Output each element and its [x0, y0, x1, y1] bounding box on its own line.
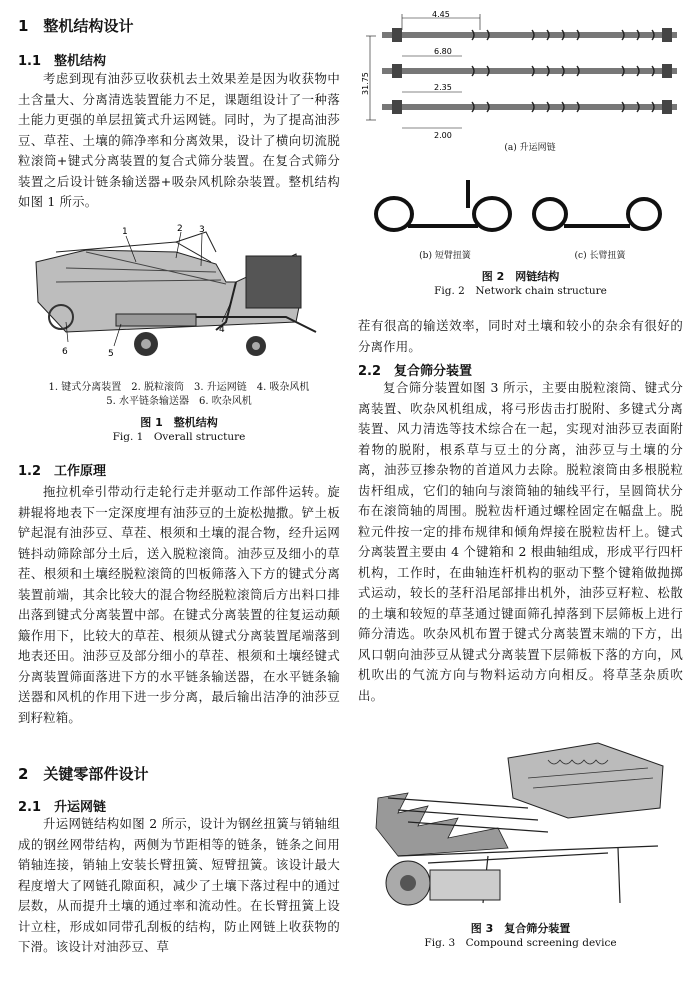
fig1-caption-en: Fig. 1 Overall structure — [112, 431, 246, 443]
fig2-caption-en: Fig. 2 Network chain structure — [434, 285, 607, 297]
section-2-1-heading: 2.1 升运网链 — [18, 800, 107, 815]
figure-2b-subcaption: (b) 短臂扭簧 — [419, 251, 471, 261]
figure-2b-short-spring — [368, 180, 518, 240]
fig2-caption-zh: 图 2 网链结构 — [481, 270, 560, 283]
figure-3-screening-device — [368, 738, 668, 908]
section-1-1-text: 考虑到现有油莎豆收获机去土效果差是因为收获物中土含量大、分离清选装置能力不足，课题组设计了一种落土能力更强的单层扭簧式升运网链。同时，为了提高油莎豆、草茬、土壤的筛净率和分离效果，设计了横向切流脱粒滚筒+键式分离装置的复合式筛分装置。在复合式筛分装置之后设计链条输送器+吸杂风机除杂装置。整机结构如图 1 所示。 — [18, 71, 340, 209]
fig2-dim-235: 2.35 — [434, 83, 452, 92]
figure-2c-long-spring — [528, 188, 668, 240]
section-2-2-text: 复合筛分装置如图 3 所示，主要由脱粒滚筒、键式分离装置、吹杂风机组成，将弓形齿击打脱附、多键式分离装置、风力清选等技术综合在一起，实现对油莎豆表面附着物的脱附，根系草与豆土的分离，油莎豆与土壤的分离，油莎豆掺杂物的首道风力去除。脱粒滚筒由多根脱粒齿杆组成，它们的轴向与滚筒轴的轴线平行，呈圆筒状分布在滚筒轴的周围。脱粒齿杆通过螺栓固定在幅盘上。脱粒元件按一定的排布规律和倾角焊接在脱粒齿杆上。键式分离装置主要由 4 个键箱和 2 根曲轴组成，形成平行四杆机构，工作时，在曲轴连杆机构的驱动下整个键箱做抛掷式运动，较长的茎秆沿尾部排出机外，油莎豆籽粒、松散的土壤和较短的草茎通过键面筛孔掉落到下层筛板上进行筛分清选。吹杂风机布置于键式分离装置末端的下方，出风口朝向油莎豆从键式分离装置下层筛板下落的方向，风机吹出的气流方向与物料运动方向相反。将草茎杂质吹出。 — [358, 380, 683, 703]
section-1-2-heading: 1.2 工作原理 — [18, 464, 107, 479]
fig1-legend-line1: 1. 键式分离装置 2. 脱粒滚筒 3. 升运网链 4. 吸杂风机 — [48, 382, 310, 393]
figure-2a-subcaption: (a) 升运网链 — [504, 143, 556, 153]
section-1-1-heading: 1.1 整机结构 — [18, 54, 107, 69]
section-1-heading: 1 整机结构设计 — [18, 17, 134, 35]
fig1-legend-line2: 5. 水平链条输送器 6. 吹杂风机 — [106, 396, 252, 407]
fig2-dim-3175: 31.75 — [361, 72, 370, 95]
figure-1-caption — [18, 415, 340, 445]
figure-2c-subcaption: (c) 长臂扭簧 — [574, 251, 626, 261]
fig1-label-1: 1 — [122, 227, 128, 237]
section-2-heading: 2 关键零部件设计 — [18, 765, 149, 783]
fig3-caption-zh: 图 3 复合筛分装置 — [470, 922, 571, 935]
figure-1-machine — [26, 222, 336, 372]
fig1-caption-zh: 图 1 整机结构 — [140, 416, 218, 429]
section-2-1-continued-text: 茬有很高的输送效率，同时对土壤和较小的杂余有很好的分离作用。 — [358, 318, 683, 354]
fig1-label-4: 4 — [219, 325, 225, 335]
fig1-label-6: 6 — [62, 347, 68, 357]
figure-2-caption — [358, 269, 683, 299]
fig2-dim-680: 6.80 — [434, 47, 452, 56]
figure-1-legend — [18, 381, 340, 409]
fig2-dim-445: 4.45 — [432, 10, 450, 19]
fig2-dim-200: 2.00 — [434, 131, 452, 140]
fig1-label-2: 2 — [177, 224, 183, 234]
figure-3-caption — [358, 921, 683, 951]
fig3-caption-en: Fig. 3 Compound screening device — [424, 937, 617, 949]
section-2-2-heading: 2.2 复合筛分装置 — [358, 364, 473, 379]
fig1-label-3: 3 — [199, 225, 205, 235]
fig1-label-5: 5 — [108, 349, 114, 359]
section-2-1-text: 升运网链结构如图 2 所示，设计为钢丝扭簧与销轴组成的钢丝网带结构，两侧为节距相等的链条，链条之间用销轴连接，销轴上安装长臂扭簧、短臂扭簧。该设计最大程度增大了网链孔隙面积，减少了土壤下落过程中的通过层数，从而提升土壤的通过率和流动性。在长臂扭簧上设计立柱，形成如同带孔刮板的结构，防止网链上收获物的下滑。该设计对油莎豆、草 — [18, 816, 340, 954]
figure-2a-chain — [362, 10, 682, 160]
section-1-2-text: 拖拉机牵引带动行走轮行走并驱动工作部件运转。旋耕辊将地表下一定深度埋有油莎豆的土旋松抛撒。铲土板铲起混有油莎豆、草茬、根须和土壤的混合物，经升运网链抖动筛除部分土后，送入脱粒滚筒。油莎豆及细小的草茬、根须和土壤经脱粒滚筒的凹板筛落入下方的键式分离装置前端，其余比较大的混合物经脱粒滚筒后方出料口排出落到键式分离装置中部。在键式分离装置的往复运动颠簸作用下，比较大的草茬、根须从键式分离装置尾端落到地表还田。油莎豆及部分细小的草茬、根须和土壤经键式分离装置筛面落进下方的水平链条输送器，在水平链条输送器和风机的作用下进一步分离，最后输出洁净的油莎豆到籽粒箱。 — [18, 484, 340, 725]
